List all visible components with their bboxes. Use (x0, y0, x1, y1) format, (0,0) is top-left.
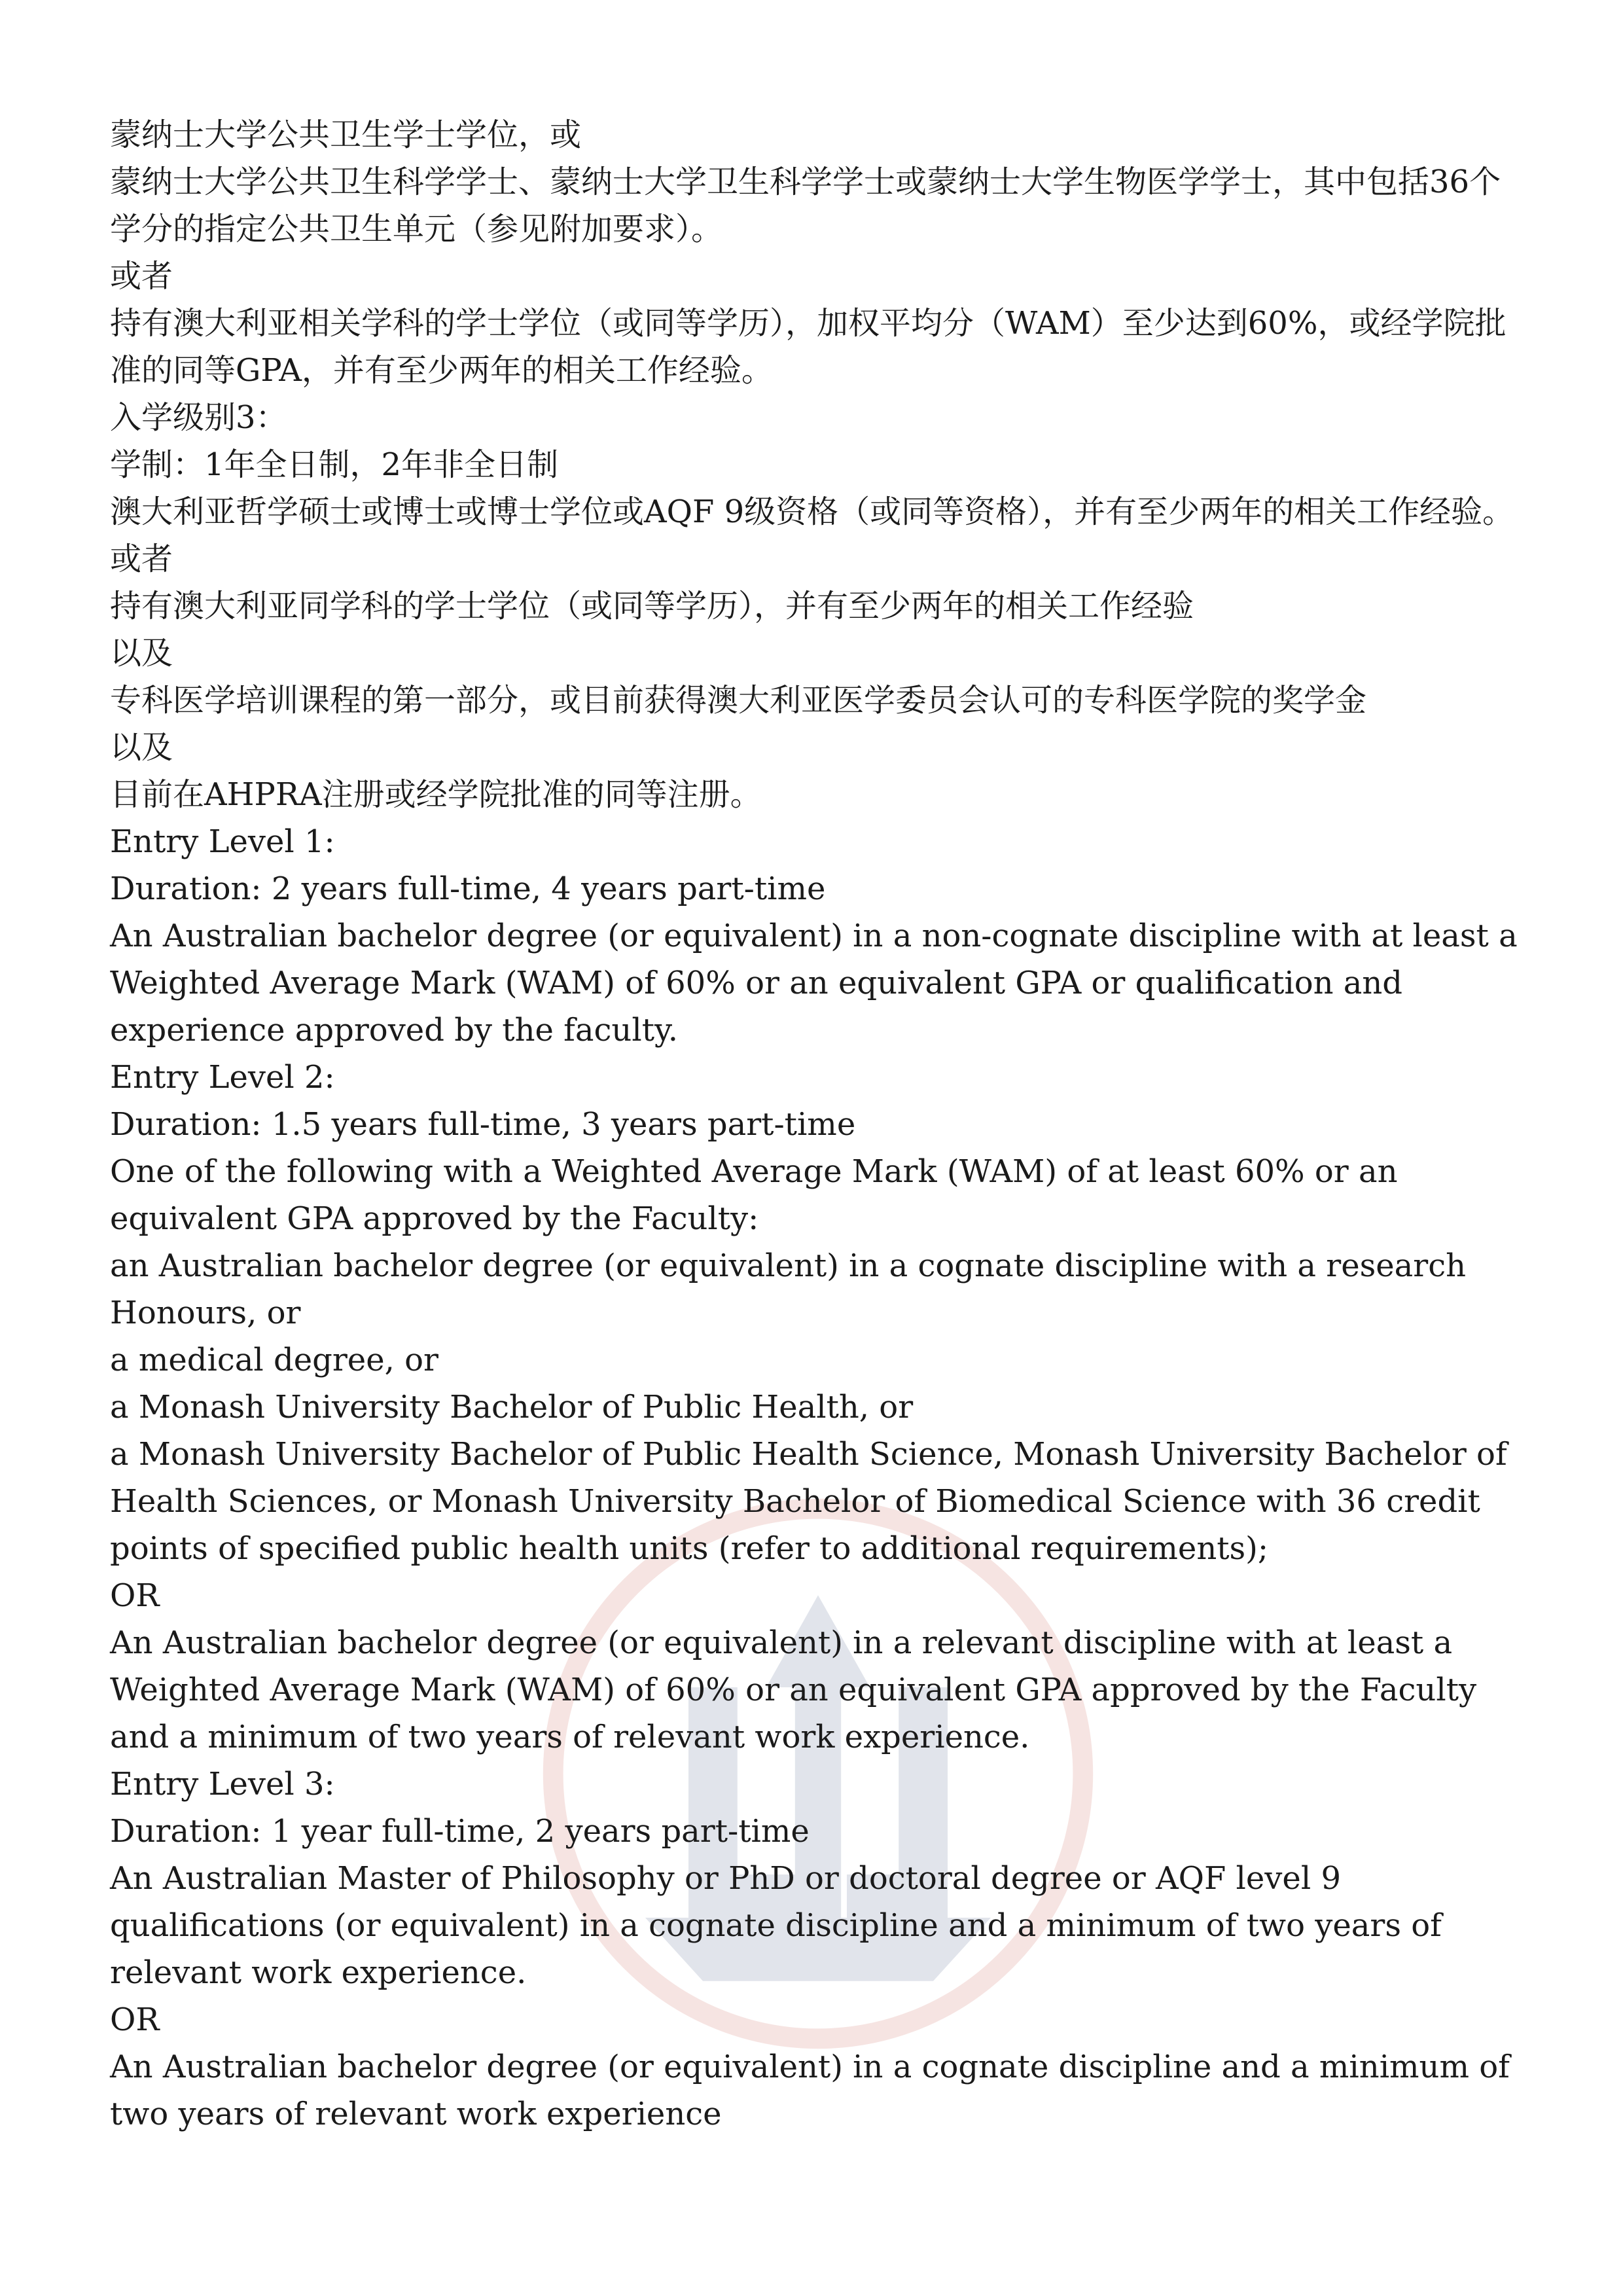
entry-level-2-or: OR (110, 1577, 160, 1614)
paragraph-zh-7: 澳大利亚哲学硕士或博士或博士学位或AQF 9级资格（或同等资格），并有至少两年的相关工作经验。 (110, 493, 1514, 530)
entry-level-2-option-3: a Monash University Bachelor of Public Health, or (110, 1389, 914, 1426)
entry-level-1-duration: Duration: 2 years full-time, 4 years part-time (110, 870, 826, 907)
entry-level-1-heading: Entry Level 1: (110, 823, 335, 860)
paragraph-zh-3: 或者 (110, 258, 173, 295)
entry-level-2-option-1: an Australian bachelor degree (or equivalent) in a cognate discipline with a research Honours, or (110, 1247, 1466, 1331)
entry-level-3-heading: Entry Level 3: (110, 1766, 335, 1803)
paragraph-zh-1: 蒙纳士大学公共卫生学士学位，或 (110, 117, 582, 153)
entry-level-1-requirement: An Australian bachelor degree (or equivalent) in a non-cognate discipline with at least a Weighted Average Mark (WAM) of 60% or an equivalent GPA or qualification and experience approved by the faculty. (110, 918, 1518, 1049)
paragraph-zh-5: 入学级别3： (110, 399, 287, 436)
paragraph-zh-9: 持有澳大利亚同学科的学士学位（或同等学历），并有至少两年的相关工作经验 (110, 588, 1194, 624)
paragraph-zh-11: 专科医学培训课程的第一部分，或目前获得澳大利亚医学委员会认可的专科医学院的奖学金 (110, 682, 1367, 719)
entry-level-2-alternative: An Australian bachelor degree (or equivalent) in a relevant discipline with at least a Weighted Average Mark (WAM) of 60% or an equivalent GPA approved by the Faculty and a minimum of two years of relevant work experience. (110, 1624, 1477, 1755)
entry-level-2-heading: Entry Level 2: (110, 1059, 335, 1096)
entry-level-3-requirement: An Australian Master of Philosophy or PhD or doctoral degree or AQF level 9 qualifications (or equivalent) in a cognate discipline and a minimum of two years of relevant work experience. (110, 1860, 1442, 1991)
paragraph-zh-13: 目前在AHPRA注册或经学院批准的同等注册。 (110, 776, 762, 813)
paragraph-zh-12: 以及 (110, 729, 173, 766)
paragraph-zh-8: 或者 (110, 541, 173, 577)
entry-level-3-alternative: An Australian bachelor degree (or equivalent) in a cognate discipline and a minimum of two years of relevant work experience (110, 2049, 1510, 2132)
entry-level-2-option-2: a medical degree, or (110, 1342, 438, 1378)
paragraph-zh-2: 蒙纳士大学公共卫生科学学士、蒙纳士大学卫生科学学士或蒙纳士大学生物医学学士，其中包括36个学分的指定公共卫生单元（参见附加要求）。 (110, 164, 1501, 247)
document-body (110, 111, 1530, 2138)
entry-level-2-intro: One of the following with a Weighted Average Mark (WAM) of at least 60% or an equivalent GPA approved by the Faculty: (110, 1153, 1398, 1237)
entry-level-2-duration: Duration: 1.5 years full-time, 3 years part-time (110, 1106, 856, 1143)
entry-level-2-option-4: a Monash University Bachelor of Public Health Science, Monash University Bachelor of Health Sciences, or Monash University Bachelor of Biomedical Science with 36 credit points of specified public health units (refer to additional requirements); (110, 1436, 1507, 1567)
paragraph-zh-10: 以及 (110, 635, 173, 672)
entry-level-3-or: OR (110, 2001, 160, 2038)
entry-level-3-duration: Duration: 1 year full-time, 2 years part-time (110, 1813, 810, 1850)
paragraph-zh-4: 持有澳大利亚相关学科的学士学位（或同等学历），加权平均分（WAM）至少达到60%，或经学院批准的同等GPA，并有至少两年的相关工作经验。 (110, 305, 1507, 389)
paragraph-zh-6: 学制：1年全日制，2年非全日制 (110, 446, 559, 483)
